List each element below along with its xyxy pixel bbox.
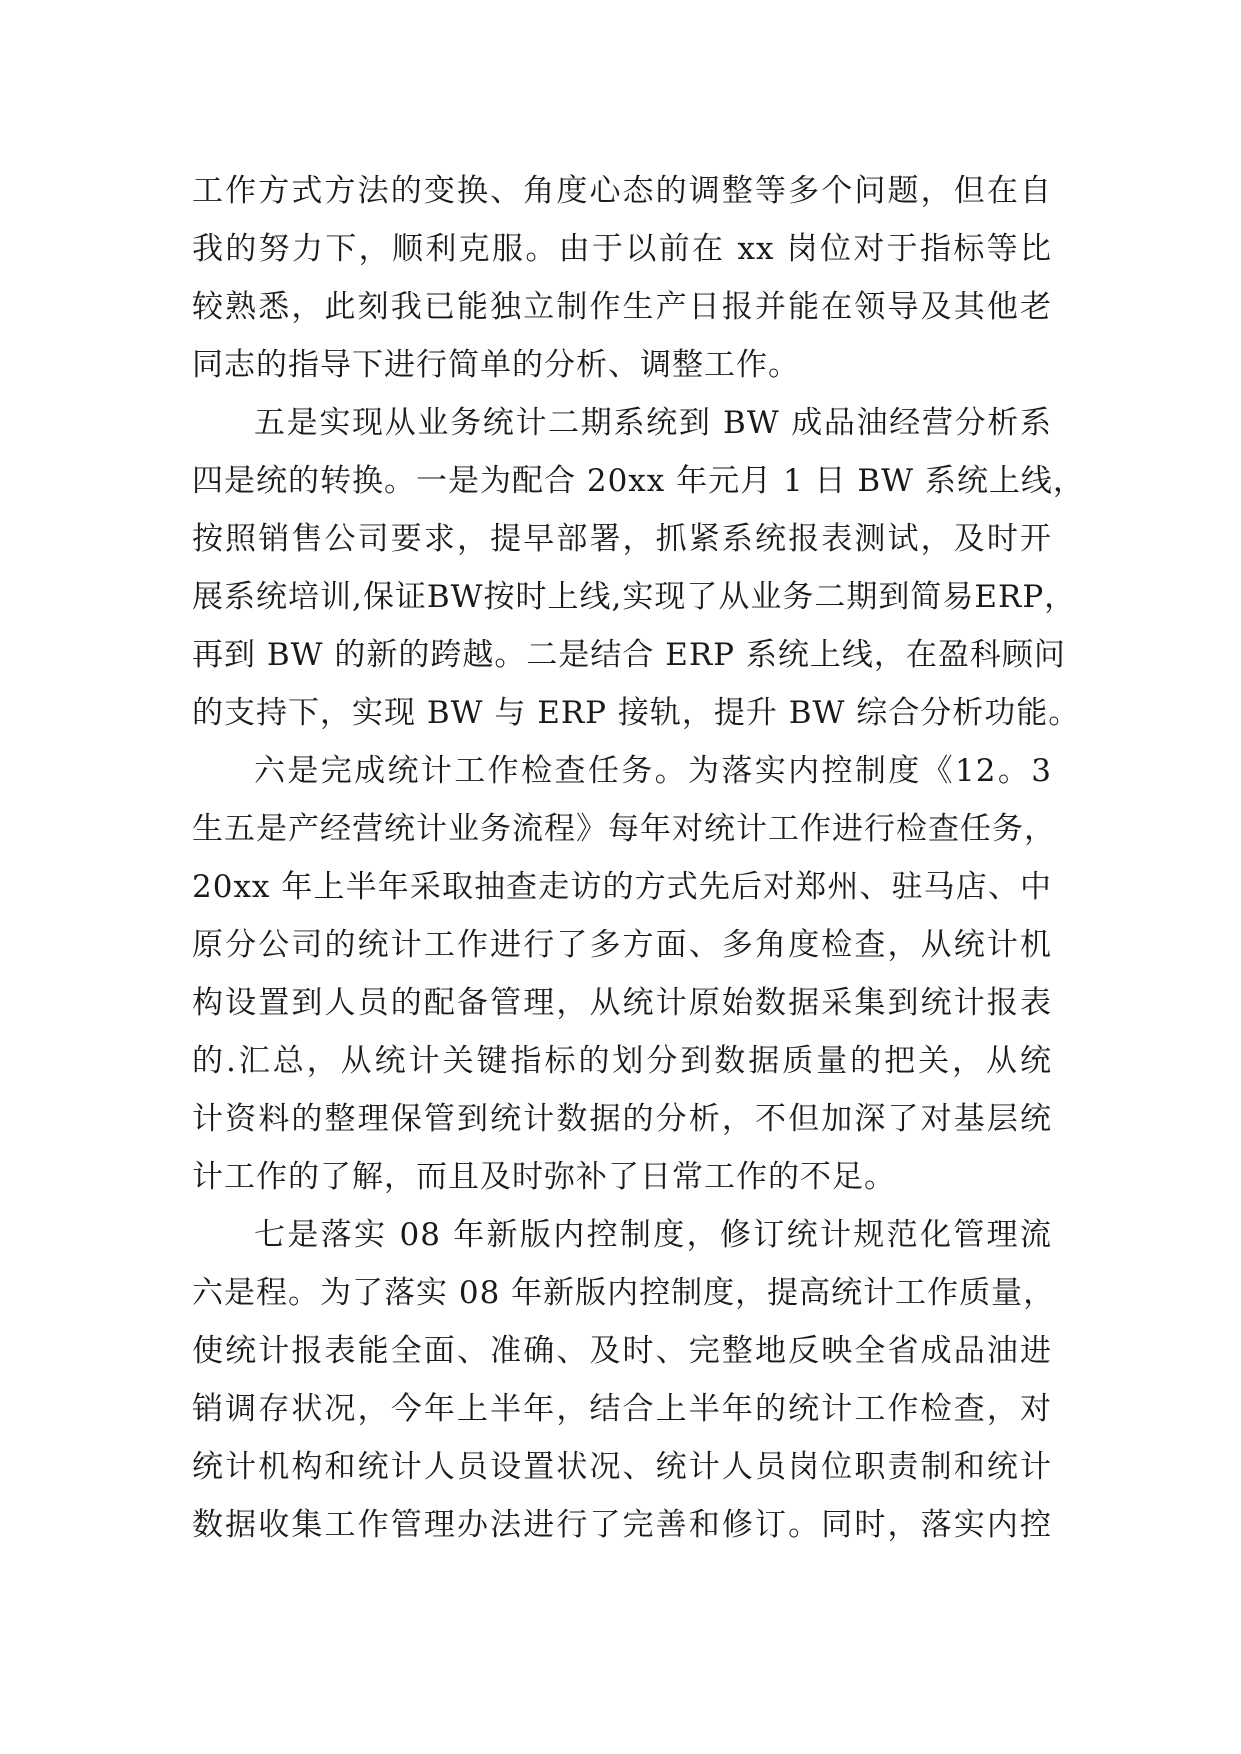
text-line: 展系统培训,保证BW按时上线,实现了从业务二期到简易ERP，: [192, 579, 1077, 615]
text-line: 统计机构和统计人员设置状况、统计人员岗位职责制和统计: [192, 1449, 1052, 1485]
text-line: 五是实现从业务统计二期系统到 BW 成品油经营分析系: [254, 405, 1052, 441]
text-line: 的支持下，实现 BW 与 ERP 接轨，提升 BW 综合分析功能。: [192, 695, 1081, 731]
text-line: 七是落实 08 年新版内控制度，修订统计规范化管理流: [254, 1217, 1052, 1253]
text-line: 较熟悉，此刻我已能独立制作生产日报并能在领导及其他老: [192, 289, 1052, 325]
document-body: [192, 162, 1085, 1554]
text-line: 计资料的整理保管到统计数据的分析，不但加深了对基层统: [192, 1101, 1052, 1137]
text-line: 计工作的了解，而且及时弥补了日常工作的不足。: [192, 1159, 896, 1195]
text-line: 按照销售公司要求，提早部署，抓紧系统报表测试，及时开: [192, 521, 1052, 557]
paragraph: [192, 394, 1085, 742]
text-line: 生五是产经营统计业务流程》每年对统计工作进行检查任务，: [192, 811, 1056, 847]
text-line: 原分公司的统计工作进行了多方面、多角度检查，从统计机: [192, 927, 1052, 963]
text-line: 再到 BW 的新的跨越。二是结合 ERP 系统上线，在盈科顾问: [192, 637, 1066, 673]
paragraph: [192, 162, 1052, 394]
text-line: 数据收集工作管理办法进行了完善和修订。同时，落实内控: [192, 1507, 1052, 1543]
text-line: 20xx 年上半年采取抽查走访的方式先后对郑州、驻马店、中: [192, 869, 1052, 905]
text-line: 销调存状况，今年上半年，结合上半年的统计工作检查，对: [192, 1391, 1052, 1427]
paragraph: [192, 1206, 1056, 1554]
text-line: 同志的指导下进行简单的分析、调整工作。: [192, 347, 800, 383]
text-line: 我的努力下，顺利克服。由于以前在 xx 岗位对于指标等比: [192, 231, 1052, 267]
text-line: 六是完成统计工作检查任务。为落实内控制度《12。3: [254, 753, 1052, 789]
text-line: 的.汇总，从统计关键指标的划分到数据质量的把关，从统: [192, 1043, 1052, 1079]
text-line: 四是统的转换。一是为配合 20xx 年元月 1 日 BW 系统上线，: [192, 463, 1085, 499]
text-line: 使统计报表能全面、准确、及时、完整地反映全省成品油进: [192, 1333, 1052, 1369]
text-line: 六是程。为了落实 08 年新版内控制度，提高统计工作质量，: [192, 1275, 1056, 1311]
text-line: 构设置到人员的配备管理，从统计原始数据采集到统计报表: [192, 985, 1052, 1021]
paragraph: [192, 742, 1056, 1206]
text-line: 工作方式方法的变换、角度心态的调整等多个问题，但在自: [192, 173, 1052, 209]
